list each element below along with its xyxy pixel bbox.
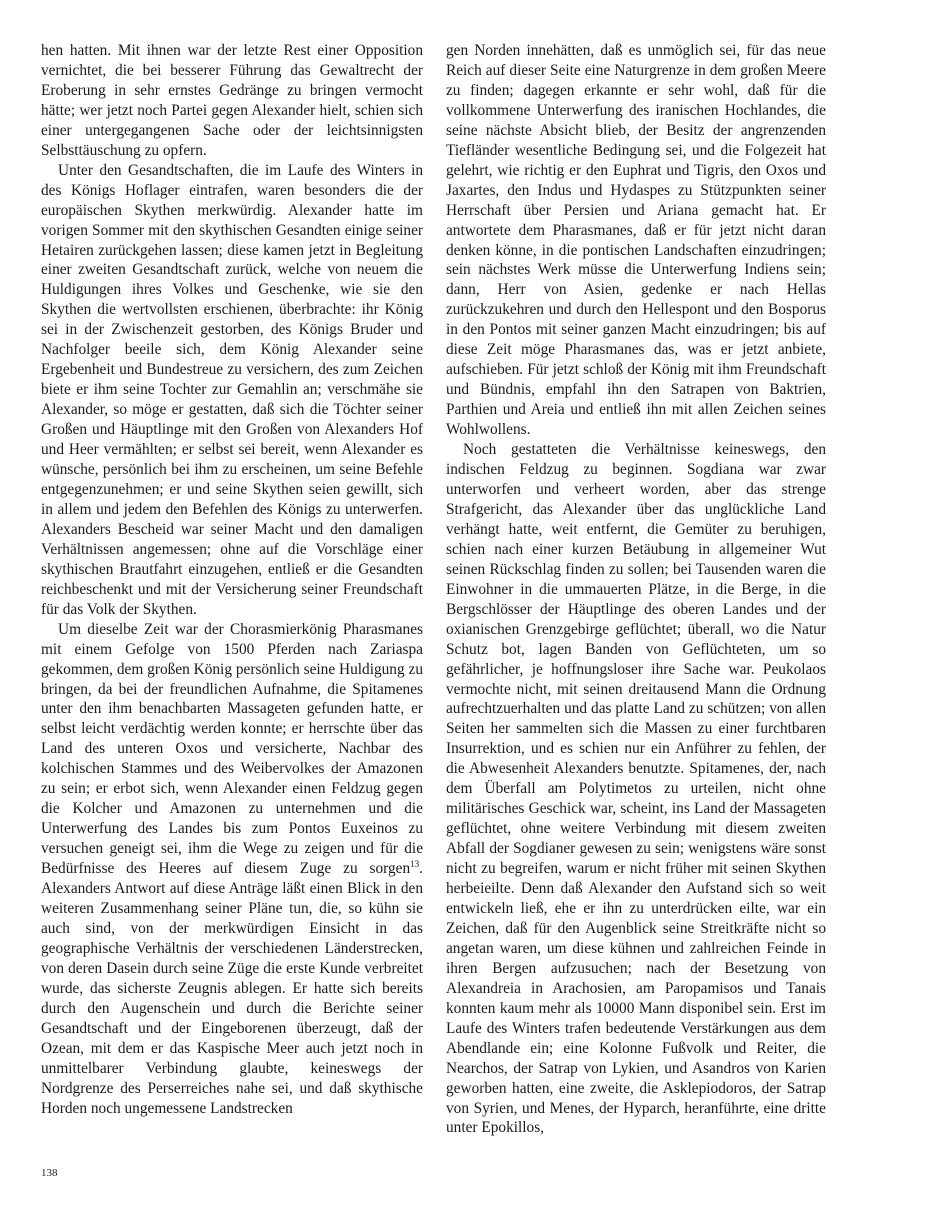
- page-number: 138: [41, 1167, 58, 1179]
- paragraph-text: . Alexanders Antwort auf diese Anträge läßt einen Blick in den weiteren Zusammenhang seiner Pläne tun, die, so kühn sie auch sind, von der merkwürdigen Einsicht in das geographische Verhältnis der verschiedenen Länderstrecken, von deren Dasein durch seine Züge die erste Kunde verbreitet wurde, das sicherste Zeugnis ablegen. Er hatte sich bereits durch den Augenschein und durch die Berichte seiner Gesandtschaft und der Eingeborenen überzeugt, daß der Ozean, mit dem er das Kaspische Meer auch jetzt noch in unmittelbarer Verbindung glaubte, keineswegs der Nordgrenze des Perserreiches nahe sei, und daß skythische Horden noch ungemessene Landstrecken: [41, 860, 423, 1117]
- paragraph: [41, 620, 423, 1119]
- footnote-reference: 13: [410, 859, 420, 870]
- right-column: [446, 41, 826, 1138]
- paragraph: hen hatten. Mit ihnen war der letzte Rest einer Opposition vernichtet, die bei besserer Führung das Gewaltrecht der Eroberung in sehr ernstes Gedränge zu bringen vermocht hätte; wer jetzt noch Partei gegen Alexander hielt, schien sich einer untergegangenen Sache oder der leichtsinnigsten Selbsttäuschung zu opfern.: [41, 42, 423, 159]
- paragraph: Unter den Gesandtschaften, die im Laufe des Winters in des Königs Hoflager eintrafen, waren besonders die der europäischen Skythen merkwürdig. Alexander hatte im vorigen Sommer mit den skythischen Gesandten einige seiner Hetairen zurückgehen lassen; diese kamen jetzt in Begleitung einer zweiten Gesandtschaft zurück, welche von neuem die Huldigungen ihres Volkes und Geschenke, wie sie den Skythen die wertvollsten erschienen, überbrachte: ihr König sei in der Zwischenzeit gestorben, des Königs Bruder und Nachfolger beeile sich, dem König Alexander seine Ergebenheit und Bundestreue zu versichern, des zum Zeichen biete er ihm seine Tochter zur Gemahlin an; verschmähe sie Alexander, so möge er gestatten, daß sich die Töchter seiner Großen und Häuptlinge mit den Großen von Alexanders Hof und Heer vermählten; er selbst sei bereit, wenn Alexander es wünsche, persönlich bei ihm zu erscheinen, um seine Befehle entgegenzunehmen; er und seine Skythen seien gewillt, sich in allem und jedem den Befehlen des Königs zu unterwerfen. Alexanders Bescheid war seiner Macht und den damaligen Verhältnissen angemessen; ohne auf die Vorschläge einer skythischen Brautfahrt einzugehen, entließ er die Gesandten reichbeschenkt und mit der Versicherung seiner Freundschaft für das Volk der Skythen.: [41, 161, 423, 618]
- paragraph: Noch gestatteten die Verhältnisse keineswegs, den indischen Feldzug zu beginnen. Sogdiana war zwar unterworfen und verheert worden, aber das strenge Strafgericht, das Alexander über das unglückliche Land verhängt hatte, weit entfernt, die Gemüter zu beruhigen, schien nach einer kurzen Betäubung in allgemeiner Wut seinen Rückschlag finden zu sollen; bei Tausenden waren die Einwohner in die ummauerten Plätze, in die Berge, in die Bergschlösser der Häuptlinge des oberen Landes und der oxianischen Grenzgebirge geflüchtet; überall, wo die Natur Schutz bot, lagen Banden von Geflüchteten, um so gefährlicher, je hoffnungsloser ihre Sache war. Peukolaos vermochte nicht, mit seinen dreitausend Mann die Ordnung aufrechtzuerhalten und das platte Land zu schützen; von allen Seiten her sammelten sich die Massen zu einer furchtbaren Insurrektion, und es schien nur ein Anführer zu fehlen, der die Abwesenheit Alexanders benutzte. Spitamenes, der, nach dem Überfall am Polytimetos zu urteilen, nicht ohne militärisches Geschick war, scheint, ins Land der Massageten geflüchtet, ohne weitere Verbindung mit diesem zweiten Abfall der Sogdianer gewesen zu sein; wenigstens wäre sonst nicht zu begreifen, warum er nicht früher mit seinen Skythen herbeieilte. Denn daß Alexander den Aufstand sich so weit entwickeln ließ, ehe er ihn zu unterdrücken eilte, war ein Zeichen, daß für den Augenblick seine Streitkräfte nicht so angetan waren, um diese kühnen und zahlreichen Feinde in ihren Bergen aufzusuchen; nach der Besetzung von Alexandreia in Arachosien, am Paropamisos und Tanais konnten kaum mehr als 10000 Mann disponibel sein. Erst im Laufe des Winters trafen bedeutende Verstärkungen aus dem Abendlande ein; eine Kolonne Fußvolk und Reiter, die Nearchos, der Satrap von Lykien, und Asandros von Karien geworben hatten, eine zweite, die Asklepiodoros, der Satrap von Syrien, und Menes, der Hyparch, heranführte, eine dritte unter Epokillos,: [446, 441, 826, 1137]
- paragraph: gen Norden innehätten, daß es unmöglich sei, für das neue Reich auf dieser Seite eine Naturgrenze in dem großen Meere zu finden; dagegen erkannte er sehr wohl, daß für die vollkommene Unterwerfung des iranischen Hochlandes, die seine nächste Absicht blieb, der Besitz der angrenzenden Tiefländer wesentliche Bedingung sei, und die Folgezeit hat gelehrt, wie richtig er den Euphrat und Tigris, den Oxos und Jaxartes, den Indus und Hydaspes zu Stützpunkten seiner Herrschaft über Persien und Ariana gemacht hat. Er antwortete dem Pharasmanes, daß er für jetzt nicht daran denken könne, in die pontischen Landschaften einzudringen; sein nächstes Werk müsse die Unterwerfung Indiens sein; dann, Herr von Asien, gedenke er nach Hellas zurückzukehren und durch den Hellespont und den Bosporus in den Pontos mit seiner ganzen Macht einzudringen; bis auf diese Zeit möge Pharasmanes das, was er jetzt anbiete, aufschieben. Für jetzt schloß der König mit ihm Freundschaft und Bündnis, empfahl ihn den Satrapen von Baktrien, Parthien und Areia und entließ ihn mit allen Zeichen seines Wohlwollens.: [446, 42, 826, 439]
- paragraph-text: Um dieselbe Zeit war der Chorasmierkönig Pharasmanes mit einem Gefolge von 1500 Pferden nach Zariaspa gekommen, dem großen König persönlich seine Huldigung zu bringen, da bei der freundlichen Aufnahme, die Spitamenes unter den ihm benachbarten Massageten gefunden hatte, er selbst leicht verdächtig werden konnte; er herrschte über das Land des unteren Oxos und versicherte, Nachbar des kolchischen Stammes und des Weibervolkes der Amazonen zu sein; er erbot sich, wenn Alexander einen Feldzug gegen die Kolcher und Amazonen zu unternehmen und die Unterwerfung des Landes bis zum Pontos Euxeinos zu versuchen geneigt sei, ihm die Wege zu zeigen und für die Bedürfnisse des Heeres auf diesem Zuge zu sorgen: [41, 620, 423, 878]
- left-column: [41, 41, 423, 1118]
